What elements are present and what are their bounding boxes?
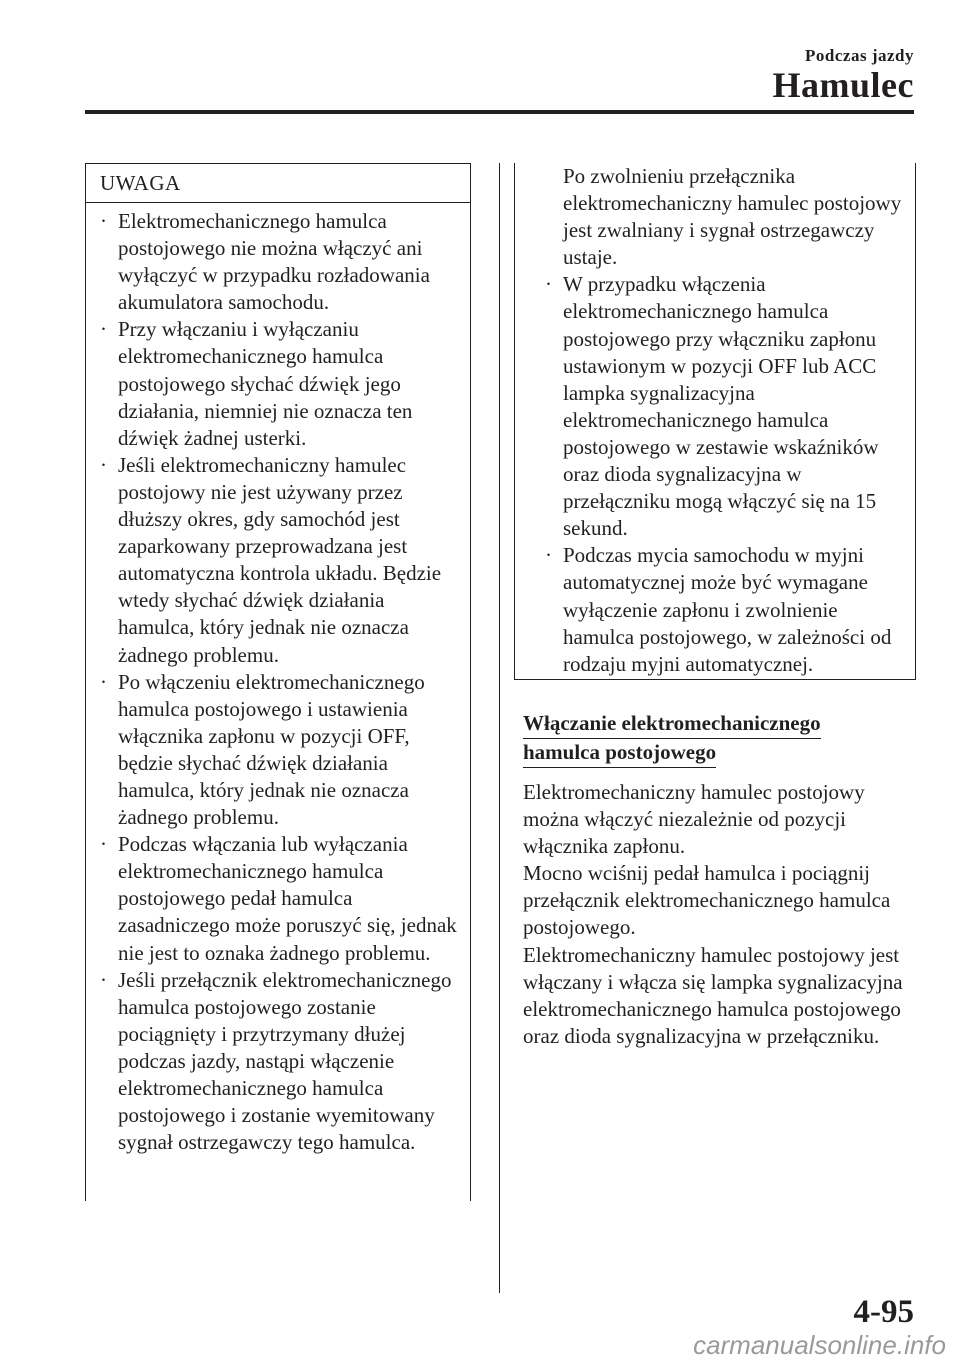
bullet-dot-icon: · (100, 967, 107, 992)
bullet-dot-icon: · (100, 669, 107, 694)
section-heading-line-1: Włączanie elektromechanicznego (523, 710, 821, 739)
notice-header (86, 164, 470, 203)
bullet-dot-icon: · (545, 272, 552, 297)
notice-box (85, 163, 471, 1201)
bullet-text: Przy włączaniu i wyłączaniu elektromechanicznego hamulca postojowego słychać dźwięk jego działania, niemniej nie oznacza ten dźwięk żadnej usterki. (118, 317, 413, 450)
watermark: carmanualsonline.info (693, 1330, 946, 1360)
notice-bullet (100, 831, 464, 966)
body-paragraph: Elektromechaniczny hamulec postojowy jest włączany i włącza się lampka sygnalizacyjna elektromechanicznego hamulca postojowego oraz dioda sygnalizacyjna w przełączniku. (523, 942, 903, 1048)
section-heading-line-2: hamulca postojowego (523, 739, 716, 768)
notice-bullet (100, 452, 464, 669)
section-heading (523, 710, 821, 768)
bullet-dot-icon: · (100, 209, 107, 233)
bullet-dot-icon: · (100, 832, 107, 857)
bullet-text: Po włączeniu elektromechanicznego hamulca postojowego i ustawienia włącznika zapłonu w pozycji OFF, będzie słychać dźwięk działania hamulca, który jednak nie oznacza żadnego problemu. (118, 669, 425, 830)
notice-continuation-text: Po zwolnieniu przełącznika elektromechaniczny hamulec postojowy jest zwalniany i sygnał ostrzegawczy ustaje. (563, 164, 902, 270)
bullet-text: Podczas włączania lub wyłączania elektromechanicznego hamulca postojowego pedał hamulca zasadniczego może poruszyć się, jednak nie jest to oznaka żadnego problemu. (118, 832, 457, 965)
notice-body (86, 203, 470, 1156)
notice-box-continued (514, 163, 916, 680)
bullet-text: W przypadku włączenia elektromechanicznego hamulca postojowego przy włączniku zapłonu ustawionym w pozycji OFF lub ACC lampka sygnalizacyjna elektromechanicznego hamulca postojowego w zestawie wskaźników oraz dioda sygnalizacyjna w przełączniku mogą włączyć się na 15 sekund. (563, 272, 879, 541)
bullet-dot-icon: · (100, 317, 107, 342)
section-body (523, 779, 918, 1050)
bullet-dot-icon: · (100, 452, 107, 477)
body-paragraph: Elektromechaniczny hamulec postojowy można włączyć niezależnie od pozycji włącznika zapłonu. (523, 780, 865, 859)
chapter-title: Hamulec (772, 65, 914, 105)
notice-title: UWAGA (100, 171, 181, 195)
bullet-text: Elektromechanicznego hamulca postojowego nie można włączyć ani wyłączyć w przypadku rozładowania akumulatora samochodu. (118, 209, 430, 315)
notice-bullet (100, 316, 464, 451)
bullet-text: Podczas mycia samochodu w myjni automatycznej może być wymagane wyłączenie zapłonu i zwolnienie hamulca postojowego, w zależności od rodzaju myjni automatycznej. (563, 543, 892, 676)
column-divider (499, 163, 500, 1293)
notice-bullet (545, 271, 909, 542)
notice-bullet (545, 542, 909, 677)
body-paragraph: Mocno wciśnij pedał hamulca i pociągnij przełącznik elektromechanicznego hamulca postojowego. (523, 861, 891, 940)
notice-bullet (100, 669, 464, 832)
bullet-dot-icon: · (545, 543, 552, 568)
notice-bullet (100, 208, 464, 316)
page-number: 4-95 (853, 1294, 914, 1330)
header-rule (85, 110, 914, 114)
header-section: Podczas jazdy (805, 46, 914, 65)
bullet-text: Jeśli przełącznik elektromechanicznego hamulca postojowego zostanie pociągnięty i przytrzymany dłużej podczas jazdy, nastąpi włączenie elektromechanicznego hamulca postojowego i zostanie wyemitowany sygnał ostrzegawczy tego hamulca. (118, 967, 452, 1155)
notice-continued-bullets (515, 271, 915, 677)
notice-bullet (100, 967, 464, 1157)
bullet-text: Jeśli elektromechaniczny hamulec postojowy nie jest używany przez dłuższy okres, gdy samochód jest zaparkowany przeprowadzana jest automatyczna kontrola układu. Będzie wtedy słychać dźwięk działania hamulca, który jednak nie oznacza żadnego problemu. (118, 452, 442, 667)
